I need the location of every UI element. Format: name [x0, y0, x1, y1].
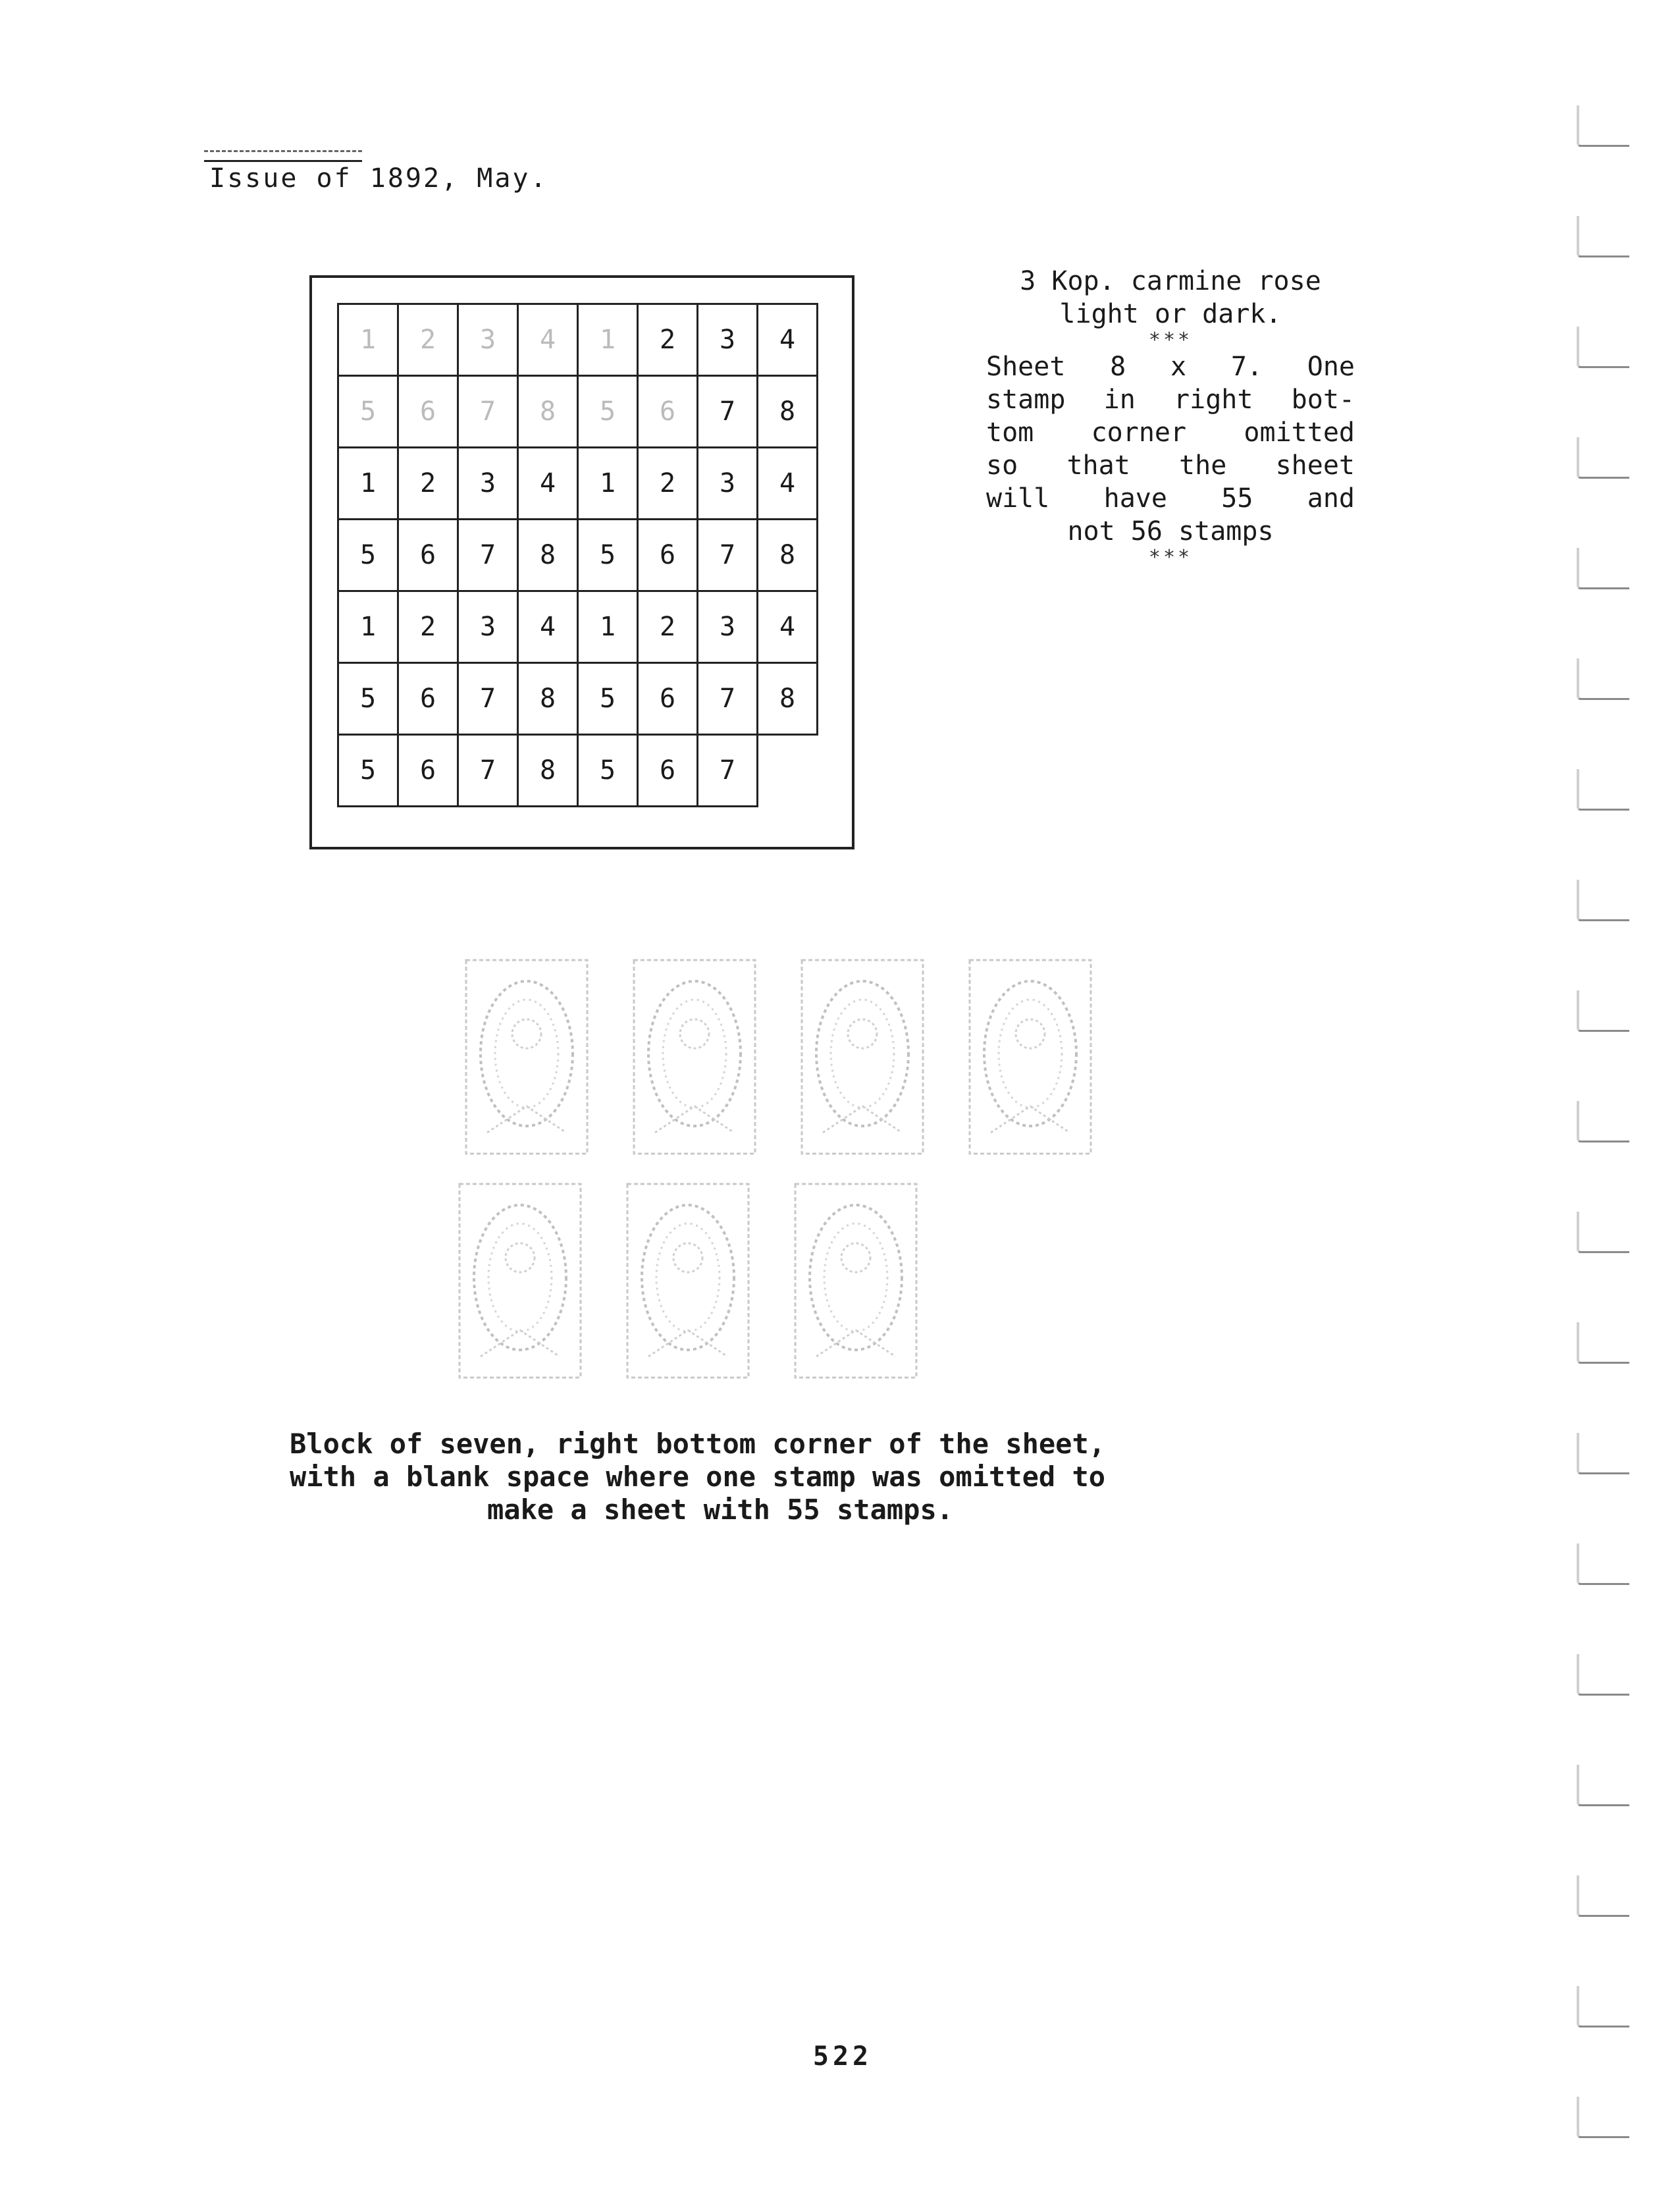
sheet-cell: 2	[637, 590, 698, 664]
sheet-description	[986, 265, 1355, 568]
sheet-cell: 5	[337, 518, 399, 592]
sheet-cell: 1	[577, 446, 639, 520]
binder-hole	[1577, 1433, 1629, 1474]
sheet-cell: 3	[457, 446, 519, 520]
binder-hole	[1577, 658, 1629, 700]
sheet-cell: 8	[756, 518, 818, 592]
sheet-cell: 2	[397, 303, 459, 377]
sheet-cell: 7	[457, 518, 519, 592]
sheet-cell: 5	[577, 734, 639, 807]
sheet-cell: 5	[577, 518, 639, 592]
heading-underline-residue	[204, 146, 362, 152]
sheet-cell: 6	[637, 375, 698, 448]
sheet-cell: 3	[457, 303, 519, 377]
sheet-cell: 7	[696, 375, 758, 448]
sheet-cell: 5	[577, 662, 639, 736]
sheet-cell: 7	[696, 734, 758, 807]
sheet-cell: 7	[457, 734, 519, 807]
sheet-cell: 8	[517, 662, 579, 736]
sheet-cell: 3	[457, 590, 519, 664]
sheet-cell: 7	[696, 662, 758, 736]
sheet-cell: 7	[457, 375, 519, 448]
sheet-cell: 8	[756, 375, 818, 448]
binder-hole	[1577, 1101, 1629, 1142]
description-line: will have 55 and	[986, 483, 1355, 514]
binder-hole	[1577, 990, 1629, 1032]
binder-hole	[1577, 1212, 1629, 1253]
description-line: Sheet 8 x 7. One	[986, 352, 1355, 382]
binder-hole	[1577, 1322, 1629, 1364]
binder-hole	[1577, 1544, 1629, 1585]
sheet-cell: 8	[517, 518, 579, 592]
sheet-cell: 6	[637, 518, 698, 592]
faded-stamp-icon	[797, 955, 928, 1159]
sheet-cell: 1	[337, 446, 399, 520]
description-line: so that the sheet	[986, 450, 1355, 481]
sheet-cell: 8	[517, 375, 579, 448]
description-line: 3 Kop. carmine rose	[1020, 266, 1321, 296]
binder-hole	[1577, 1986, 1629, 2027]
caption-line: with a blank space where one stamp was omitted to	[290, 1461, 1106, 1493]
sheet-cell: 6	[397, 662, 459, 736]
faded-stamp-icon	[461, 955, 592, 1159]
sheet-cell: 4	[756, 303, 818, 377]
sheet-cell: 3	[696, 303, 758, 377]
binder-hole	[1577, 548, 1629, 589]
faded-stamp-icon	[629, 955, 760, 1159]
faded-stamp-icon	[964, 955, 1096, 1159]
sheet-cell: 2	[397, 446, 459, 520]
sheet-cell: 6	[397, 518, 459, 592]
sheet-cell: 8	[756, 662, 818, 736]
sheet-cell: 2	[637, 303, 698, 377]
sheet-cell: 2	[637, 446, 698, 520]
sheet-cell: 1	[577, 590, 639, 664]
sheet-cell: 1	[337, 590, 399, 664]
faded-stamp-icon	[454, 1179, 586, 1383]
separator-stars: ***	[1148, 329, 1193, 352]
caption-line: Block of seven, right bottom corner of the sheet,	[290, 1428, 1106, 1460]
sheet-cell: 2	[397, 590, 459, 664]
issue-heading: Issue of 1892, May.	[209, 163, 548, 194]
sheet-cell: 4	[756, 446, 818, 520]
binder-holes	[1577, 105, 1629, 2147]
separator-stars: ***	[1148, 546, 1193, 569]
sheet-cell: 5	[337, 375, 399, 448]
sheet-cell: 3	[696, 446, 758, 520]
binder-hole	[1577, 769, 1629, 811]
binder-hole	[1577, 437, 1629, 479]
sheet-cell: 4	[517, 590, 579, 664]
description-line: stamp in right bot-	[986, 385, 1355, 415]
caption-line: make a sheet with 55 stamps.	[487, 1493, 954, 1526]
sheet-cell: 4	[517, 303, 579, 377]
sheet-cell: 4	[517, 446, 579, 520]
binder-hole	[1577, 105, 1629, 147]
sheet-cell: 1	[337, 303, 399, 377]
page-number: 522	[812, 2041, 873, 2072]
description-line: light or dark.	[1059, 299, 1282, 329]
sheet-cell: 4	[756, 590, 818, 664]
description-line: tom corner omitted	[986, 417, 1355, 448]
sheet-cell: 6	[637, 662, 698, 736]
sheet-cell: 5	[337, 734, 399, 807]
sheet-cell: 7	[457, 662, 519, 736]
sheet-cell: 6	[637, 734, 698, 807]
binder-hole	[1577, 327, 1629, 368]
caption	[290, 1428, 1264, 1526]
description-line: not 56 stamps	[1067, 516, 1274, 547]
sheet-cell: 6	[397, 375, 459, 448]
sheet-cell: 7	[696, 518, 758, 592]
sheet-cell: 6	[397, 734, 459, 807]
sheet-cell: 8	[517, 734, 579, 807]
binder-hole	[1577, 216, 1629, 257]
binder-hole	[1577, 1765, 1629, 1806]
heading-rule	[204, 160, 362, 162]
sheet-cell: 3	[696, 590, 758, 664]
binder-hole	[1577, 2097, 1629, 2138]
binder-hole	[1577, 880, 1629, 921]
faded-stamp-icon	[622, 1179, 754, 1383]
binder-hole	[1577, 1875, 1629, 1917]
sheet-cell: 1	[577, 303, 639, 377]
faded-stamp-icon	[790, 1179, 922, 1383]
sheet-cell: 5	[337, 662, 399, 736]
binder-hole	[1577, 1654, 1629, 1696]
sheet-cell: 5	[577, 375, 639, 448]
